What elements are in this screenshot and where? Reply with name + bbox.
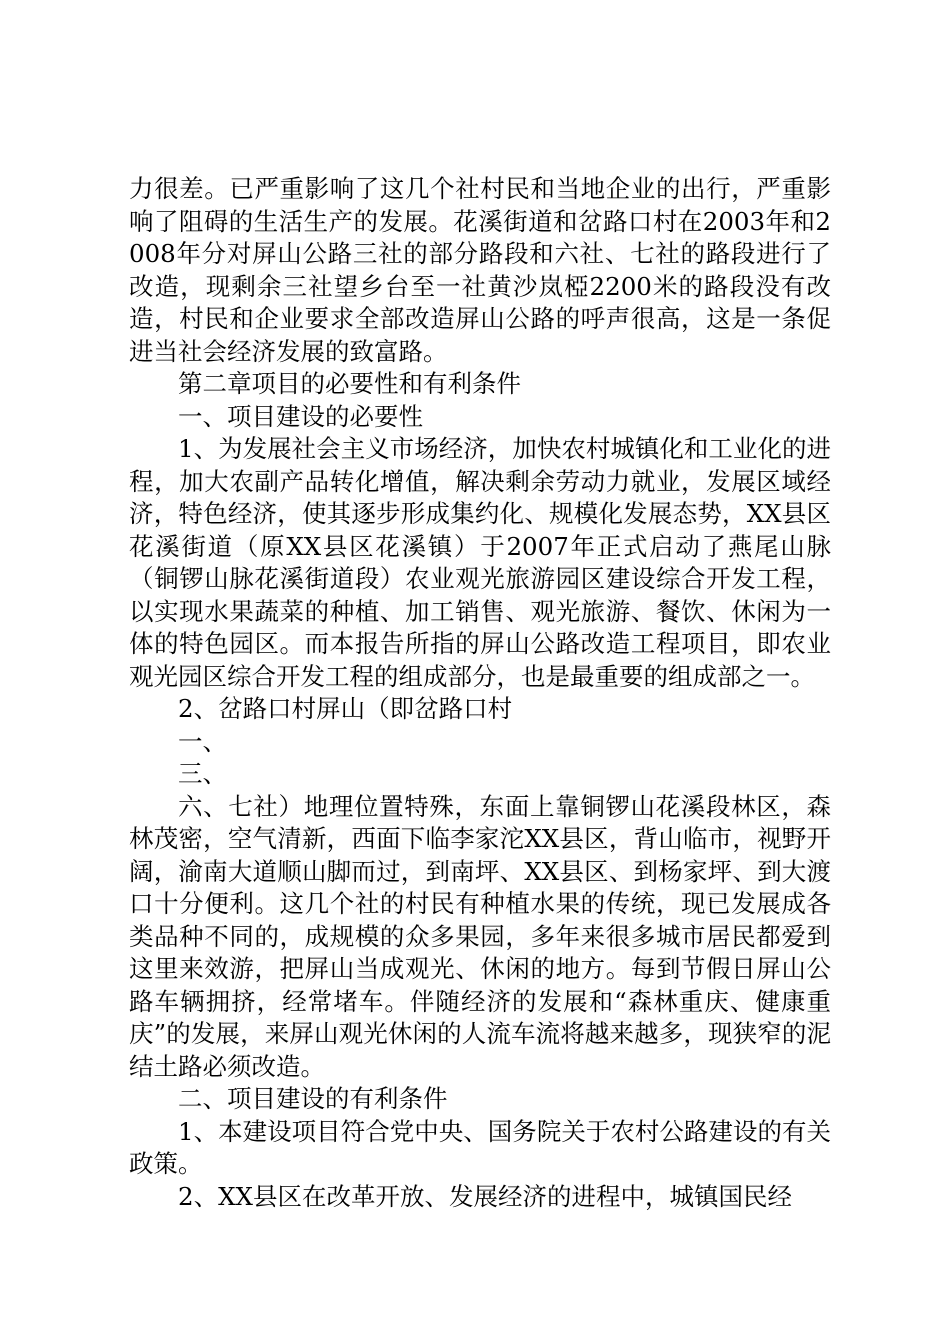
paragraph-continuation: 力很差。已严重影响了这几个社村民和当地企业的出行，严重影响了阻碍的生活生产的发展。花溪街道和岔路口村在2003年和2008年分对屏山公路三社的部分路段和六社、七社的路段进行了改造，现剩余三社望乡台至一社黄沙岚椏2200米的路段没有改造，村民和企业要求全部改造屏山公路的呼声很高，这是一条促进当社会经济发展的致富路。 xyxy=(129,174,831,366)
section-heading-conditions: 二、项目建设的有利条件 xyxy=(178,1084,448,1113)
paragraph-geography: 六、七社）地理位置特殊，东面上靠铜锣山花溪段林区，森林茂密，空气清新，西面下临李家沱XX县区，背山临市，视野开阔，渝南大道顺山脚而过，到南坪、XX县区、到杨家坪、到大渡口十分便利。这几个社的村民有种植水果的传统，现已发展成各类品种不同的，成规模的众多果园，多年来很多城市居民都爱到这里来效游，把屏山当成观光、休闲的地方。每到节假日屏山公路车辆拥挤，经常堵车。伴随经济的发展和“森林重庆、健康重庆”的发展，来屏山观光休闲的人流车流将越来越多，现狭窄的泥结土路必须改造。 xyxy=(129,791,831,1081)
paragraph-conditions-1: 1、本建设项目符合党中央、国务院关于农村公路建设的有关政策。 xyxy=(129,1116,831,1178)
chapter-heading: 第二章项目的必要性和有利条件 xyxy=(178,369,521,398)
fragment-three: 三、 xyxy=(178,759,227,788)
section-heading-necessity: 一、项目建设的必要性 xyxy=(178,401,423,431)
fragment-one: 一、 xyxy=(178,726,227,756)
paragraph-necessity-1: 1、为发展社会主义市场经济，加快农村城镇化和工业化的进程，加大农副产品转化增值，解决剩余劳动力就业，发展区域经济，特色经济，使其逐步形成集约化、规模化发展态势，XX县区花溪街道（原XX县区花溪镇）于2007年正式启动了燕尾山脉（铜锣山脉花溪街道段）农业观光旅游园区建设综合开发工程，以实现水果蔬菜的种植、加工销售、观光旅游、餐饮、休闲为一体的特色园区。而本报告所指的屏山公路改造工程项目，即农业观光园区综合开发工程的组成部分，也是最重要的组成部之一。 xyxy=(129,434,831,691)
paragraph-necessity-2-start: 2、岔路口村屏山（即岔路口村 xyxy=(178,694,513,723)
document-body xyxy=(129,173,831,1213)
paragraph-conditions-2: 2、XX县区在改革开放、发展经济的进程中，城镇国民经 xyxy=(178,1181,792,1211)
